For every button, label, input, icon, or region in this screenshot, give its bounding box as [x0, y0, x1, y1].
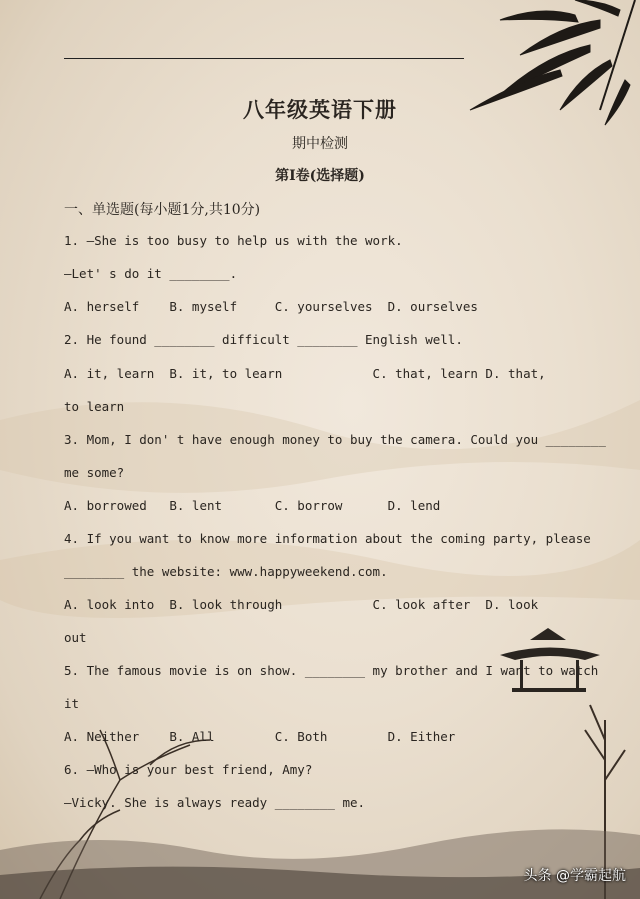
answer-options: A. look into B. look through C. look after D. look: [64, 597, 539, 612]
question-line: —Let' s do it ________.: [64, 266, 238, 281]
question-line: —Vicky. She is always ready ________ me.: [64, 795, 366, 810]
question-line: 4. If you want to know more information about the coming party, please: [64, 531, 591, 546]
question-line: it: [64, 696, 80, 711]
question-line: 3. Mom, I don' t have enough money to buy the camera. Could you ________: [64, 432, 606, 447]
page-title: 八年级英语下册: [243, 97, 397, 122]
volume-heading: 第Ⅰ卷(选择题): [275, 168, 365, 184]
answer-options: out: [64, 630, 87, 645]
watermark: 头条 @学霸起航: [523, 868, 626, 884]
answer-options: A. it, learn B. it, to learn C. that, learn D. that,: [64, 366, 546, 381]
header-rule: [64, 58, 464, 59]
answer-options: A. Neither B. All C. Both D. Either: [64, 729, 456, 744]
question-line: 2. He found ________ difficult ________ English well.: [64, 332, 463, 347]
answer-options: A. borrowed B. lent C. borrow D. lend: [64, 498, 441, 513]
question-line: 1. —She is too busy to help us with the work.: [64, 233, 403, 248]
question-line: 5. The famous movie is on show. ________ my brother and I want to watch: [64, 663, 599, 678]
question-line: ________ the website: www.happyweekend.com.: [64, 564, 388, 579]
answer-options: A. herself B. myself C. yourselves D. ourselves: [64, 299, 478, 314]
answer-options: to learn: [64, 399, 125, 414]
question-line: me some?: [64, 465, 125, 480]
page-subtitle: 期中检测: [292, 136, 348, 152]
section-heading: 一、单选题(每小题1分,共10分): [64, 202, 261, 218]
question-line: 6. —Who is your best friend, Amy?: [64, 762, 313, 777]
pavilion-icon: [500, 628, 600, 692]
